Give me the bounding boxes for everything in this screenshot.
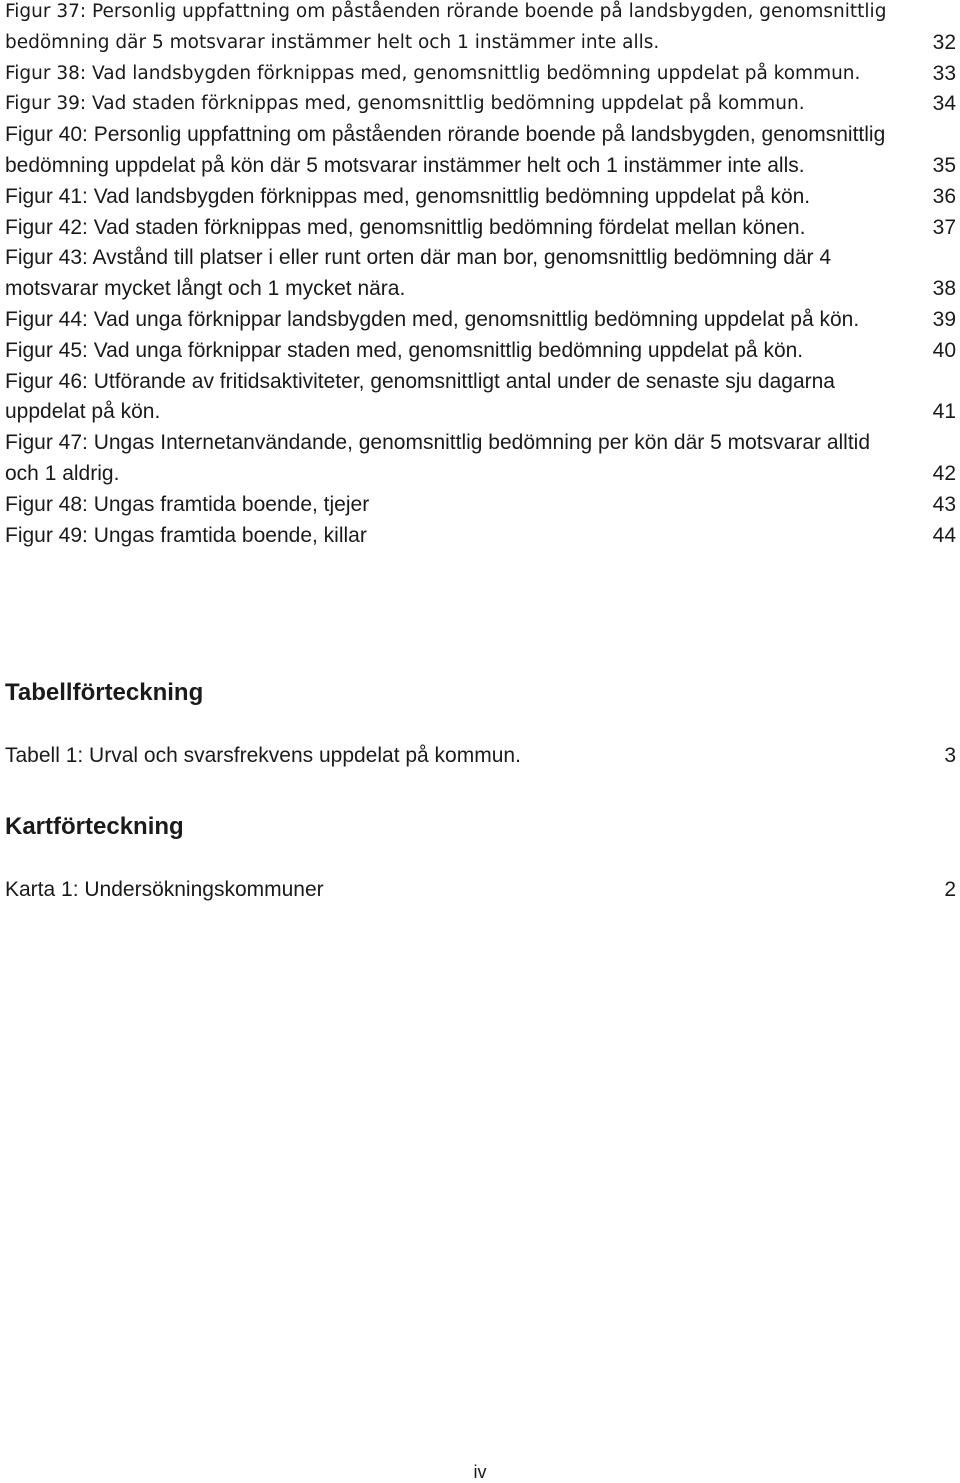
figure-entry[interactable] [5, 120, 956, 182]
entry-title: Figur 42: Vad staden förknippas med, genomsnittlig bedömning fördelat mellan könen. [5, 215, 806, 239]
entry-title: Tabell 1: Urval och svarsfrekvens uppdelat på kommun. [5, 744, 521, 767]
entry-title: Figur 47: Ungas Internetanvändande, genomsnittlig bedömning per kön där 5 motsvarar alltid och 1 aldrig. [5, 431, 871, 485]
entry-page-number: 32 [932, 30, 956, 54]
entry-page-number: 41 [932, 400, 956, 424]
entry-page-number: 40 [932, 338, 956, 362]
entry-page-number: 33 [932, 61, 956, 85]
entry-page-number: 35 [932, 153, 956, 177]
figure-entry[interactable] [5, 243, 956, 305]
page-number-footer: iv [473, 1462, 487, 1482]
entry-title: Figur 39: Vad staden förknippas med, genomsnittlig bedömning uppdelat på kommun. [5, 93, 805, 115]
entry-title: Karta 1: Undersökningskommuner [5, 878, 324, 901]
table-entry[interactable] [5, 741, 956, 772]
figure-entry[interactable] [5, 182, 956, 213]
entry-title: Figur 46: Utförande av fritidsaktiviteter, genomsnittligt antal under de senaste sju dagarna uppdelat på kön. [5, 369, 835, 424]
figure-list [5, 0, 956, 551]
entry-title: Figur 38: Vad landsbygden förknippas med, genomsnittlig bedömning uppdelat på kommun. [5, 62, 861, 84]
figure-entry[interactable] [5, 213, 956, 244]
entry-page-number: 43 [932, 492, 956, 516]
map-list-heading: Kartförteckning [5, 813, 184, 840]
figure-entry[interactable] [5, 59, 956, 90]
figure-entry[interactable] [5, 521, 956, 552]
entry-title: Figur 41: Vad landsbygden förknippas med, genomsnittlig bedömning uppdelat på kön. [5, 184, 811, 208]
figure-entry[interactable] [5, 428, 956, 490]
figure-entry[interactable] [5, 89, 956, 120]
entry-page-number: 39 [932, 307, 956, 331]
entry-title: Figur 44: Vad unga förknippar landsbygden med, genomsnittlig bedömning uppdelat på kön. [5, 307, 860, 331]
entry-page-number: 42 [932, 461, 956, 485]
entry-page-number: 3 [944, 744, 956, 767]
entry-page-number: 2 [944, 878, 956, 901]
figure-entry[interactable] [5, 367, 956, 429]
entry-title: Figur 48: Ungas framtida boende, tjejer [5, 492, 370, 516]
figure-entry[interactable] [5, 305, 956, 336]
entry-title: Figur 43: Avstånd till platser i eller runt orten där man bor, genomsnittlig bedömning där 4 motsvarar mycket långt och 1 mycket nära. [5, 246, 832, 301]
figure-entry[interactable] [5, 336, 956, 367]
entry-page-number: 38 [932, 277, 956, 301]
entry-title: Figur 37: Personlig uppfattning om påståenden rörande boende på landsbygden, genomsnittlig bedömning där 5 motsvarar instämmer helt och 1 instämmer inte alls. [5, 1, 887, 53]
figure-entry[interactable] [5, 0, 956, 59]
entry-title: Figur 45: Vad unga förknippar staden med, genomsnittlig bedömning uppdelat på kön. [5, 338, 804, 362]
entry-page-number: 36 [932, 184, 956, 208]
entry-title: Figur 40: Personlig uppfattning om påståenden rörande boende på landsbygden, genomsnittlig bedömning uppdelat på kön där 5 motsvarar instämmer helt och 1 instämmer inte alls. [5, 123, 886, 177]
entry-page-number: 37 [932, 215, 956, 239]
entry-title: Figur 49: Ungas framtida boende, killar [5, 523, 367, 547]
entry-page-number: 44 [932, 523, 956, 547]
map-list [5, 875, 956, 906]
figure-entry[interactable] [5, 490, 956, 521]
map-entry[interactable] [5, 875, 956, 906]
table-list [5, 741, 956, 772]
table-list-heading: Tabellförteckning [5, 679, 204, 706]
entry-page-number: 34 [932, 92, 956, 116]
